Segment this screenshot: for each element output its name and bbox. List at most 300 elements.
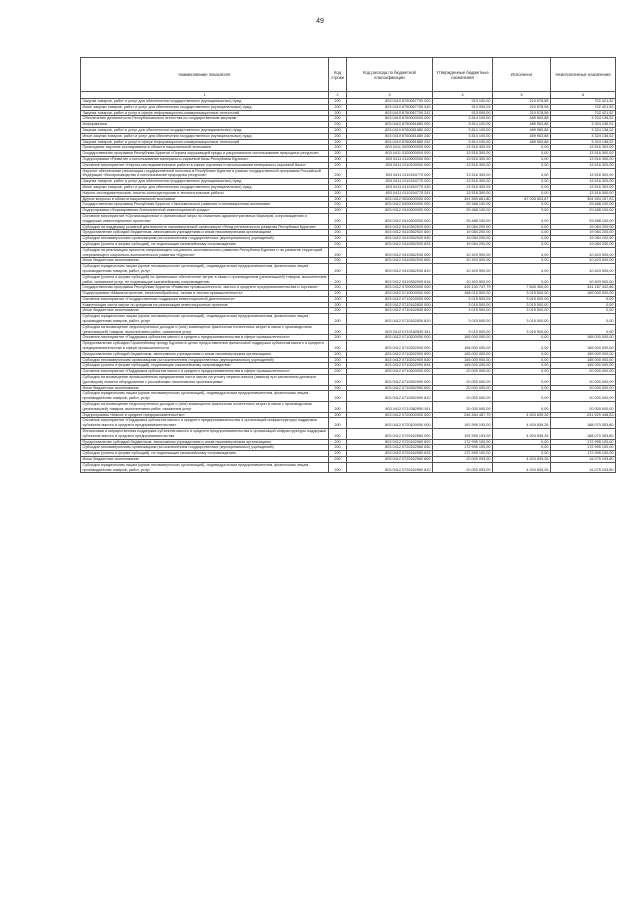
row-unexecuted-cell: 20 000 000,00 <box>551 385 616 391</box>
row-executed-cell: 0,00 <box>493 208 551 214</box>
row-unexecuted-cell: 13 516 300,00 <box>551 145 616 151</box>
row-kbk-cell: 803 0412 0410362920 633 <box>347 241 433 247</box>
row-executed-cell: 0,00 <box>493 445 551 451</box>
row-code-cell: 200 <box>329 385 347 391</box>
row-code-cell: 200 <box>329 151 347 157</box>
row-unexecuted-cell: 13 516 300,00 <box>551 179 616 185</box>
row-unexecuted-cell: 0,00 <box>551 314 616 325</box>
row-executed-cell: 3 015 500,00 <box>493 296 551 302</box>
row-code-cell: 200 <box>329 451 347 457</box>
row-executed-cell: 0,00 <box>493 335 551 341</box>
row-approved-cell: 13 516 300,00 <box>433 190 493 196</box>
row-approved-cell: 3 814 100,00 <box>433 133 493 139</box>
row-executed-cell: 0,00 <box>493 375 551 386</box>
row-unexecuted-cell: 19 084 200,00 <box>551 241 616 247</box>
row-approved-cell: 13 516 300,00 <box>433 145 493 151</box>
row-executed-cell: 0,00 <box>493 230 551 236</box>
row-unexecuted-cell: 702 421,52 <box>551 99 616 105</box>
row-executed-cell: 3 015 500,00 <box>493 324 551 335</box>
page-number: 49 <box>316 18 324 25</box>
row-kbk-cell: 803 0412 0710262900 000 <box>347 341 433 352</box>
row-name-cell: Государственная программа Республики Бурятия «Экономическое развитие и инновационная экономика» <box>81 202 329 208</box>
row-approved-cell: 20 000 000,00 <box>433 391 493 402</box>
row-approved-cell: 29 488 100,00 <box>433 208 493 214</box>
row-approved-cell: 19 084 200,00 <box>433 236 493 242</box>
row-unexecuted-cell: 15 075 193,80 <box>551 457 616 463</box>
row-unexecuted-cell: 188 070 353,80 <box>551 418 616 429</box>
row-unexecuted-cell: 13 516 300,00 <box>551 168 616 179</box>
row-approved-cell: 168 015 500,00 <box>433 291 493 297</box>
row-name-cell: Субсидии некоммерческим организациям (за исключением государственных (муниципальных) учреждений) <box>81 236 329 242</box>
row-approved-cell: 172 995 100,00 <box>433 445 493 451</box>
row-unexecuted-cell: 10 403 900,00 <box>551 274 616 285</box>
row-unexecuted-cell: 431 167 442,86 <box>551 285 616 291</box>
row-kbk-cell: 803 0412 0710000000 000 <box>347 291 433 297</box>
row-executed-cell: 0,00 <box>493 236 551 242</box>
row-unexecuted-cell: 3 324 136,02 <box>551 133 616 139</box>
row-name-cell: Подпрограмма «Развитие и использование минерально-сырьевой базы Республики Бурятия» <box>81 156 329 162</box>
row-executed-cell: 0,00 <box>493 156 551 162</box>
row-name-cell: Предоставление субсидий бюджетным, автономным учреждениям и иным некоммерческим организациям <box>81 439 329 445</box>
row-kbk-cell: 803 0412 0710162830 810 <box>347 314 433 325</box>
row-executed-cell: 489 965,88 <box>493 127 551 133</box>
row-unexecuted-cell: 20 000 000,00 <box>551 369 616 375</box>
row-name-cell: Субсидии некоммерческим организациям (за исключением государственных (муниципальных) учреждений) <box>81 357 329 363</box>
row-kbk-cell: 803 0412 0720162960 810 <box>347 462 433 473</box>
table-row <box>81 429 616 440</box>
row-approved-cell: 3 015 500,00 <box>433 302 493 308</box>
row-code-cell: 200 <box>329 104 347 110</box>
row-executed-cell: 3 015 500,00 <box>493 314 551 325</box>
row-kbk-cell: 803 0410 8750067700 240 <box>347 104 433 110</box>
row-kbk-cell: 803 0412 0720162960 630 <box>347 445 433 451</box>
row-code-cell: 200 <box>329 335 347 341</box>
row-executed-cell: 0,00 <box>493 241 551 247</box>
row-unexecuted-cell: 29 488 100,00 <box>551 202 616 208</box>
row-code-cell: 200 <box>329 274 347 285</box>
row-code-cell: 200 <box>329 314 347 325</box>
row-name-cell: Закупка товаров, работ и услуг в сфере информационно-коммуникационных технологий <box>81 139 329 145</box>
row-code-cell: 200 <box>329 230 347 236</box>
row-code-cell: 200 <box>329 208 347 214</box>
row-executed-cell: 489 963,88 <box>493 116 551 122</box>
row-approved-cell: 20 000 093,00 <box>433 462 493 473</box>
row-code-cell: 200 <box>329 247 347 258</box>
row-executed-cell: 4 924 839,26 <box>493 412 551 418</box>
row-unexecuted-cell: 165 000 000,00 <box>551 341 616 352</box>
table-row <box>81 168 616 179</box>
row-kbk-cell: 803 0411 0100000000 000 <box>347 151 433 157</box>
row-unexecuted-cell: 165 000 000,00 <box>551 291 616 297</box>
row-executed-cell: 0,00 <box>493 162 551 168</box>
row-kbk-cell: 803 0412 0710162830 000 <box>347 302 433 308</box>
row-kbk-cell: 803 0412 0410362920 630 <box>347 236 433 242</box>
row-kbk-cell: 803 0412 0000000000 000 <box>347 196 433 202</box>
row-name-cell: Субсидии юридическим лицам (кроме некоммерческих организаций), индивидуальным предпринимателям, физическим лицам - производителям товаров, работ, услуг <box>81 391 329 402</box>
row-approved-cell: 439 190 747,79 <box>433 285 493 291</box>
row-code-cell: 200 <box>329 357 347 363</box>
row-code-cell: 200 <box>329 145 347 151</box>
row-unexecuted-cell: 165 000 000,00 <box>551 351 616 357</box>
column-number: 1 <box>81 92 329 99</box>
row-code-cell: 200 <box>329 363 347 369</box>
row-executed-cell: 4 924 839,26 <box>493 429 551 440</box>
row-unexecuted-cell: 0,00 <box>551 302 616 308</box>
row-name-cell: Субсидии (гранты в форме субсидий) на финансовое обеспечение затрат в связи с производством (реализацией) товаров, выполнением работ, оказанием услуг, не подлежащие казначейскому сопровождению <box>81 274 329 285</box>
column-number: 4 <box>433 92 493 99</box>
row-kbk-cell: 803 0412 0710362950 811 <box>347 402 433 413</box>
row-name-cell: Закупка товаров, работ и услуг для обеспечения государственных (муниципальных) нужд <box>81 99 329 105</box>
row-approved-cell: 165 000 000,00 <box>433 335 493 341</box>
row-code-cell: 200 <box>329 133 347 139</box>
row-unexecuted-cell: 20 000 000,00 <box>551 375 616 386</box>
row-approved-cell: 913 000,00 <box>433 104 493 110</box>
row-approved-cell: 913 100,00 <box>433 99 493 105</box>
row-executed-cell: 0,00 <box>493 179 551 185</box>
row-name-cell: Иные закупки товаров, работ и услуг для обеспечения государственных (муниципальных) нужд <box>81 104 329 110</box>
row-unexecuted-cell: 10 403 900,00 <box>551 258 616 264</box>
row-name-cell: Субсидия на реализацию проектов опережающего социально-экономического развития Республики Бурятия и на развитие территорий опережающего социально-экономического развития «Бурятия» <box>81 247 329 258</box>
row-approved-cell: 13 516 300,00 <box>433 162 493 168</box>
row-kbk-cell: 803 0412 0410300000 000 <box>347 213 433 224</box>
table-row <box>81 402 616 413</box>
row-name-cell: Субсидия на поддержку уставной деятельности некоммерческой организации «Фонд регионального развития Республики Бурятия» <box>81 224 329 230</box>
row-unexecuted-cell: 172 995 100,00 <box>551 451 616 457</box>
row-code-cell: 200 <box>329 168 347 179</box>
row-code-cell: 200 <box>329 196 347 202</box>
row-approved-cell: 172 995 100,00 <box>433 451 493 457</box>
row-executed-cell: 0,00 <box>493 213 551 224</box>
table-row <box>81 213 616 224</box>
row-approved-cell: 165 000 000,00 <box>433 357 493 363</box>
row-approved-cell: 20 000 000,00 <box>433 402 493 413</box>
row-unexecuted-cell: 172 995 100,00 <box>551 439 616 445</box>
row-name-cell: Основное мероприятие «Поддержка субъектов малого и среднего предпринимательства в сфере промышленности» <box>81 335 329 341</box>
header-kbk: Код расхода по бюджетной классификации <box>347 58 433 92</box>
row-unexecuted-cell: 0,00 <box>551 296 616 302</box>
row-executed-cell: 210 578,58 <box>493 104 551 110</box>
row-kbk-cell: 803 0412 0720000000 000 <box>347 412 433 418</box>
row-unexecuted-cell: 19 084 200,00 <box>551 224 616 230</box>
row-code-cell: 200 <box>329 179 347 185</box>
row-kbk-cell: 803 0412 0720100000 000 <box>347 418 433 429</box>
row-code-cell: 200 <box>329 445 347 451</box>
row-unexecuted-cell: 241 529 448,53 <box>551 412 616 418</box>
row-approved-cell: 19 084 200,00 <box>433 224 493 230</box>
row-unexecuted-cell: 13 516 300,00 <box>551 184 616 190</box>
row-code-cell: 200 <box>329 156 347 162</box>
row-unexecuted-cell: 20 000 000,00 <box>551 402 616 413</box>
row-executed-cell: 4 924 839,26 <box>493 462 551 473</box>
row-kbk-cell: 803 0412 0710262900 634 <box>347 363 433 369</box>
row-code-cell: 200 <box>329 258 347 264</box>
row-name-cell: Субсидии (гранты в форме субсидий), не подлежащие казначейскому сопровождению <box>81 241 329 247</box>
row-unexecuted-cell: 10 403 900,00 <box>551 264 616 275</box>
row-code-cell: 200 <box>329 224 347 230</box>
row-approved-cell: 165 000 000,00 <box>433 363 493 369</box>
row-code-cell: 200 <box>329 402 347 413</box>
row-kbk-cell: 803 0412 0710362950 810 <box>347 391 433 402</box>
row-approved-cell: 10 403 900,00 <box>433 274 493 285</box>
row-kbk-cell: 803 0410 8750067700 200 <box>347 99 433 105</box>
row-code-cell: 200 <box>329 296 347 302</box>
row-kbk-cell: 803 0412 0710162830 811 <box>347 324 433 335</box>
table-row <box>81 324 616 335</box>
row-code-cell: 200 <box>329 439 347 445</box>
row-approved-cell: 913 000,00 <box>433 110 493 116</box>
row-approved-cell: 3 015 500,00 <box>433 314 493 325</box>
row-name-cell: Предоставление субсидий бюджетным, автономным учреждениям и иным некоммерческим организациям <box>81 230 329 236</box>
row-executed-cell: 0,00 <box>493 391 551 402</box>
row-kbk-cell: 803 0412 0410362920 000 <box>347 224 433 230</box>
row-kbk-cell: 803 0411 0110154770 000 <box>347 168 433 179</box>
row-kbk-cell: 803 0412 0410362930 810 <box>347 264 433 275</box>
row-approved-cell: 172 995 100,00 <box>433 439 493 445</box>
row-name-cell: Иные бюджетные ассигнования <box>81 308 329 314</box>
row-kbk-cell: 803 0412 0720162960 800 <box>347 457 433 463</box>
row-approved-cell: 29 488 100,00 <box>433 202 493 208</box>
row-kbk-cell: 803 0411 0000000000 000 <box>347 145 433 151</box>
row-kbk-cell: 803 0411 0110154770 200 <box>347 179 433 185</box>
row-name-cell: Научно-исследовательские, опытно-конструкторские и технологические работы <box>81 190 329 196</box>
row-code-cell: 200 <box>329 462 347 473</box>
row-name-cell: Основное мероприятие «Поддержка субъектов малого и среднего предпринимательства и организаций инфраструктуры поддержки субъектов малого и среднего предпринимательства» <box>81 418 329 429</box>
row-kbk-cell: 803 0411 0110154770 241 <box>347 190 433 196</box>
table-row <box>81 418 616 429</box>
column-number: 5 <box>493 92 551 99</box>
table-row <box>81 391 616 402</box>
row-name-cell: Иные закупки товаров, работ и услуг для обеспечения государственных (муниципальных) нужд <box>81 184 329 190</box>
row-approved-cell: 20 000 000,00 <box>433 385 493 391</box>
row-code-cell: 200 <box>329 213 347 224</box>
budget-execution-table <box>80 57 616 473</box>
row-approved-cell: 3 814 100,00 <box>433 122 493 128</box>
header-code: Код строки <box>329 58 347 92</box>
row-code-cell: 200 <box>329 429 347 440</box>
row-code-cell: 200 <box>329 308 347 314</box>
row-code-cell: 200 <box>329 418 347 429</box>
row-unexecuted-cell: 19 084 200,00 <box>551 230 616 236</box>
header-executed: Исполнено <box>493 58 551 92</box>
row-name-cell: Государственная программа Республики Бурятия «Охрана окружающей среды и рациональное использование природных ресурсов» <box>81 151 329 157</box>
row-approved-cell: 13 516 300,00 <box>433 184 493 190</box>
row-executed-cell: 0,00 <box>493 224 551 230</box>
row-approved-cell: 29 488 100,00 <box>433 213 493 224</box>
row-name-cell: Государственная программа Республики Бурятия «Развитие промышленности, малого и среднего предпринимательства и торговли» <box>81 285 329 291</box>
row-name-cell: Подпрограмма «Формирование благоприятной инвестиционной среды» <box>81 208 329 214</box>
row-name-cell: Основное мероприятие «Организационные и финансовые меры по снижению административных барьеров, сопровождению и поддержке инвестиционных проектов» <box>81 213 329 224</box>
row-name-cell: Финансовая и имущественная поддержка субъектов малого и среднего предпринимательства и организаций инфраструктуры поддержки субъектов малого и среднего предпринимательства <box>81 429 329 440</box>
row-executed-cell: 489 963,88 <box>493 139 551 145</box>
row-kbk-cell: 803 0412 0710300000 000 <box>347 369 433 375</box>
row-name-cell: Субсидии на возмещение недополученных доходов и (или) возмещение фактически понесенных затрат в связи с производством (реализацией) товаров, выполнением работ, оказанием услуг <box>81 324 329 335</box>
row-unexecuted-cell: 13 516 300,00 <box>551 162 616 168</box>
row-kbk-cell: 803 0410 8760081880 000 <box>347 122 433 128</box>
row-code-cell: 200 <box>329 127 347 133</box>
row-name-cell: Иные бюджетные ассигнования <box>81 258 329 264</box>
row-kbk-cell: 803 0412 0720162960 600 <box>347 439 433 445</box>
row-kbk-cell: 803 0412 0410000000 000 <box>347 208 433 214</box>
row-executed-cell: 0,00 <box>493 168 551 179</box>
row-kbk-cell: 803 0412 0410362930 000 <box>347 247 433 258</box>
row-unexecuted-cell: 702 421,52 <box>551 104 616 110</box>
row-code-cell: 200 <box>329 184 347 190</box>
row-approved-cell: 10 403 900,00 <box>433 264 493 275</box>
table-row <box>81 264 616 275</box>
row-approved-cell: 3 814 100,00 <box>433 127 493 133</box>
row-unexecuted-cell: 702 421,52 <box>551 110 616 116</box>
row-name-cell: Субсидии (гранты в форме субсидий), подлежащие казначейскому сопровождению <box>81 363 329 369</box>
column-number-row <box>81 92 616 99</box>
row-kbk-cell: 803 0410 8760081880 242 <box>347 139 433 145</box>
row-name-cell: Другие вопросы в области национальной экономики <box>81 196 329 202</box>
row-kbk-cell: 803 0412 0710262900 600 <box>347 351 433 357</box>
row-unexecuted-cell: 29 488 100,00 <box>551 208 616 214</box>
row-name-cell: Субсидия на возмещение промышленным предприятиям части затрат на уплату первого взноса (аванса) при заключении договора (договоров) лизинга оборудования с российскими лизинговыми организациями <box>81 375 329 386</box>
row-approved-cell: 13 516 300,00 <box>433 168 493 179</box>
row-code-cell: 200 <box>329 162 347 168</box>
row-approved-cell: 192 995 193,00 <box>433 418 493 429</box>
row-code-cell: 200 <box>329 351 347 357</box>
row-unexecuted-cell: 3 324 136,02 <box>551 116 616 122</box>
row-executed-cell: 0,00 <box>493 258 551 264</box>
row-name-cell: Основное мероприятие «Государственная поддержка инвестиционной деятельности» <box>81 296 329 302</box>
row-unexecuted-cell: 20 000 000,00 <box>551 391 616 402</box>
row-kbk-cell: 803 0411 0110100000 000 <box>347 162 433 168</box>
row-executed-cell: 0,00 <box>493 341 551 352</box>
row-code-cell: 200 <box>329 457 347 463</box>
row-kbk-cell: 803 0412 0710162830 800 <box>347 308 433 314</box>
row-unexecuted-cell: 10 403 900,00 <box>551 247 616 258</box>
column-number: 6 <box>551 92 616 99</box>
row-name-cell: Информатика <box>81 122 329 128</box>
row-code-cell: 200 <box>329 122 347 128</box>
row-kbk-cell: 803 0410 8760081880 200 <box>347 127 433 133</box>
column-number: 3 <box>347 92 433 99</box>
row-unexecuted-cell: 13 516 300,00 <box>551 151 616 157</box>
row-executed-cell: 0,00 <box>493 184 551 190</box>
row-executed-cell: 0,00 <box>493 190 551 196</box>
row-code-cell: 200 <box>329 139 347 145</box>
row-approved-cell: 19 084 200,00 <box>433 230 493 236</box>
table-row <box>81 462 616 473</box>
row-kbk-cell: 803 0412 0410362930 800 <box>347 258 433 264</box>
row-kbk-cell: 803 0412 0410362930 816 <box>347 274 433 285</box>
row-unexecuted-cell: 165 000 000,00 <box>551 363 616 369</box>
row-kbk-cell: 803 0412 0720162960 000 <box>347 429 433 440</box>
row-name-cell: Закупка товаров, работ и услуг для обеспечения государственных (муниципальных) нужд <box>81 179 329 185</box>
row-approved-cell: 192 995 193,00 <box>433 429 493 440</box>
row-unexecuted-cell: 3 324 136,02 <box>551 122 616 128</box>
row-unexecuted-cell: 15 075 193,80 <box>551 462 616 473</box>
row-executed-cell: 489 963,88 <box>493 133 551 139</box>
row-unexecuted-cell: 19 084 200,00 <box>551 236 616 242</box>
table-row <box>81 375 616 386</box>
row-approved-cell: 3 814 100,00 <box>433 139 493 145</box>
row-kbk-cell: 803 0412 0400000000 000 <box>347 202 433 208</box>
row-name-cell: Иные бюджетные ассигнования <box>81 457 329 463</box>
row-unexecuted-cell: 3 324 136,02 <box>551 127 616 133</box>
row-code-cell: 200 <box>329 375 347 386</box>
row-kbk-cell: 803 0411 0110000000 000 <box>347 156 433 162</box>
row-unexecuted-cell: 29 488 100,00 <box>551 213 616 224</box>
row-code-cell: 200 <box>329 285 347 291</box>
row-approved-cell: 391 559 661,80 <box>433 196 493 202</box>
row-name-cell: Субсидии юридическим лицам (кроме некоммерческих организаций), индивидуальным предпринимателям, физическим лицам - производителям товаров, работ, услуг <box>81 462 329 473</box>
row-code-cell: 200 <box>329 236 347 242</box>
row-approved-cell: 246 454 487,79 <box>433 412 493 418</box>
table-row <box>81 341 616 352</box>
row-executed-cell: 0,00 <box>493 145 551 151</box>
row-approved-cell: 10 403 900,00 <box>433 247 493 258</box>
row-unexecuted-cell: 0,00 <box>551 308 616 314</box>
row-kbk-cell: 803 0411 0110154770 240 <box>347 184 433 190</box>
row-approved-cell: 20 000 000,00 <box>433 375 493 386</box>
row-executed-cell: 0,00 <box>493 151 551 157</box>
row-kbk-cell: 803 0412 0410362920 600 <box>347 230 433 236</box>
row-name-cell: Научное обеспечение реализации государственной политики в Республике Бурятия в рамках государственной программы Российской Федерации «Воспроизводство и использование природных ресурсов» <box>81 168 329 179</box>
row-code-cell: 200 <box>329 341 347 352</box>
row-name-cell: Закупка товаров, работ и услуг в сфере информационно-коммуникационных технологий <box>81 110 329 116</box>
row-executed-cell: 0,00 <box>493 351 551 357</box>
row-unexecuted-cell: 0,00 <box>551 324 616 335</box>
row-unexecuted-cell: 172 995 100,00 <box>551 445 616 451</box>
row-executed-cell: 0,00 <box>493 357 551 363</box>
row-kbk-cell: 803 0410 8760081880 240 <box>347 133 433 139</box>
row-executed-cell: 7 840 300,00 <box>493 285 551 291</box>
table-row <box>81 274 616 285</box>
row-executed-cell: 210 578,58 <box>493 99 551 105</box>
row-name-cell: Закупка товаров, работ и услуг для обеспечения государственных (муниципальных) нужд <box>81 127 329 133</box>
row-approved-cell: 3 015 500,00 <box>433 296 493 302</box>
row-name-cell: Субсидии юридическим лицам (кроме некоммерческих организаций), индивидуальным предпринимателям, физическим лицам - производителям товаров, работ, услуг <box>81 264 329 275</box>
row-name-cell: Субсидии на возмещение недополученных доходов и (или) возмещение фактически понесенных затрат в связи с производством (реализацией) товаров, выполнением работ, оказанием услуг <box>81 402 329 413</box>
row-executed-cell: 0,00 <box>493 247 551 258</box>
row-unexecuted-cell: 165 000 000,00 <box>551 335 616 341</box>
row-approved-cell: 3 015 500,00 <box>433 324 493 335</box>
table-header-row <box>81 58 616 92</box>
row-name-cell: Предоставление субсидий бюджетным, автономным учреждениям и иным некоммерческим организациям <box>81 351 329 357</box>
row-approved-cell: 13 516 300,00 <box>433 151 493 157</box>
row-executed-cell: 489 963,88 <box>493 122 551 128</box>
header-unexecuted: Неисполненные назначения <box>551 58 616 92</box>
row-code-cell: 200 <box>329 116 347 122</box>
row-code-cell: 200 <box>329 291 347 297</box>
row-code-cell: 200 <box>329 190 347 196</box>
table-row <box>81 247 616 258</box>
row-kbk-cell: 803 0412 0710362950 800 <box>347 385 433 391</box>
row-name-cell: Прикладные научные исследования в области национальной экономики <box>81 145 329 151</box>
row-executed-cell: 3 015 500,00 <box>493 302 551 308</box>
row-code-cell: 200 <box>329 391 347 402</box>
column-number: 2 <box>329 92 347 99</box>
row-executed-cell: 0,00 <box>493 451 551 457</box>
row-name-cell: Иные бюджетные ассигнования <box>81 385 329 391</box>
row-approved-cell: 3 814 100,00 <box>433 116 493 122</box>
row-executed-cell: 87 005 503,87 <box>493 196 551 202</box>
row-code-cell: 200 <box>329 241 347 247</box>
row-executed-cell: 0,00 <box>493 402 551 413</box>
row-approved-cell: 165 000 000,00 <box>433 341 493 352</box>
row-code-cell: 200 <box>329 412 347 418</box>
row-executed-cell: 3 015 500,00 <box>493 308 551 314</box>
row-unexecuted-cell: 165 000 000,00 <box>551 357 616 363</box>
header-approved: Утвержденные бюджетные назначения <box>433 58 493 92</box>
row-kbk-cell: 803 0410 8760000000 000 <box>347 116 433 122</box>
row-name-cell: Субсидии (гранты в форме субсидий), не подлежащие казначейскому сопровождению <box>81 451 329 457</box>
row-name-cell: Подпрограмма «Малое и среднее предпринимательство» <box>81 412 329 418</box>
row-kbk-cell: 803 0412 0710100000 000 <box>347 296 433 302</box>
